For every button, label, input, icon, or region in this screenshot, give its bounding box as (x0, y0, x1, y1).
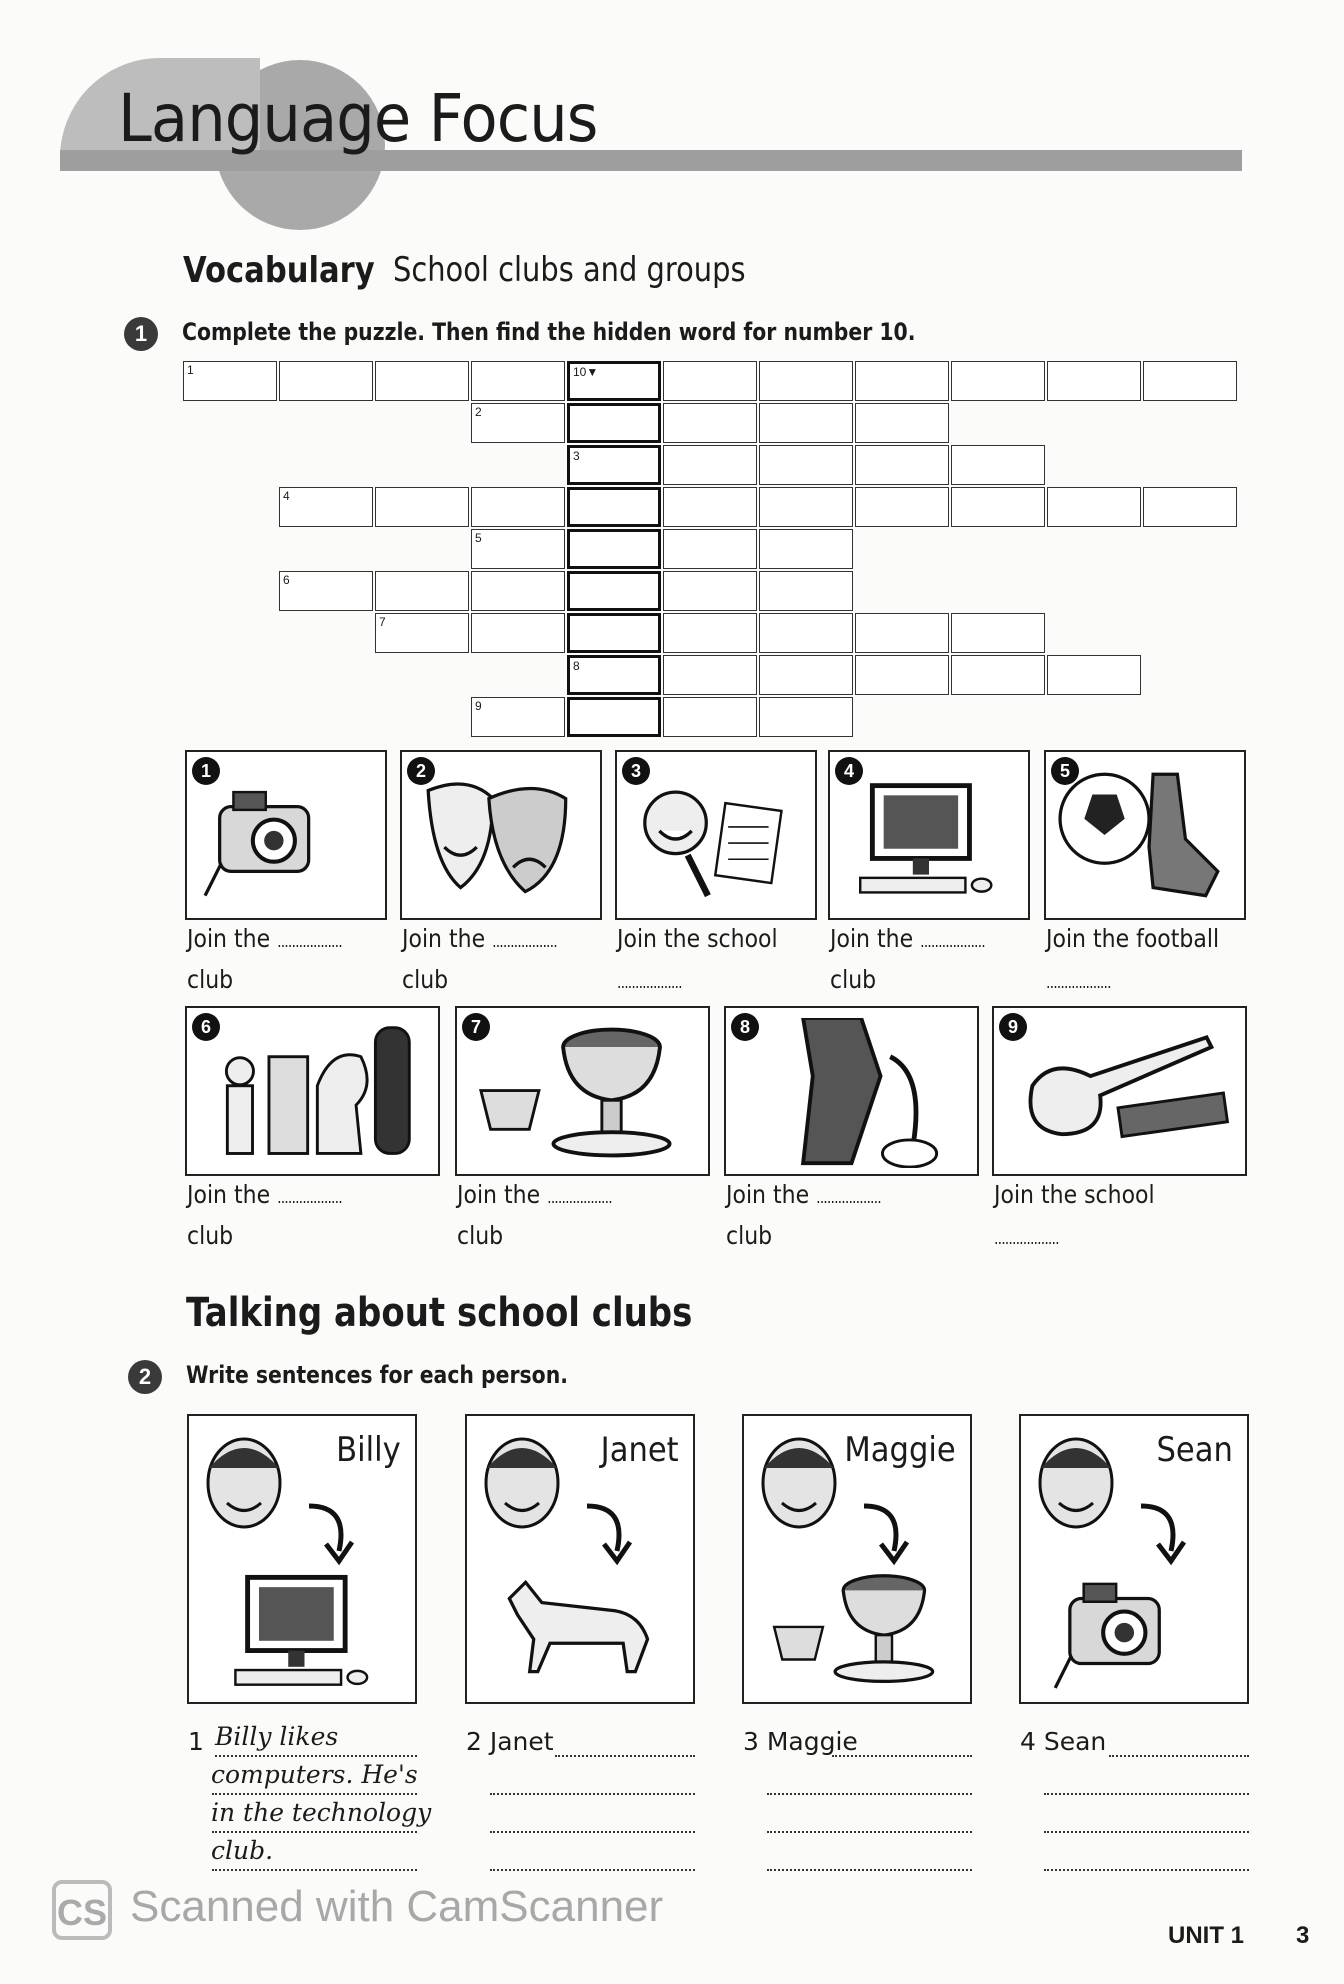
answer-line[interactable] (767, 1869, 972, 1871)
camscanner-logo: CS (52, 1880, 112, 1940)
handwritten-answer: computers. He's (211, 1760, 418, 1789)
picture-box (615, 750, 817, 920)
crossword-cell[interactable] (567, 403, 661, 443)
arrow-down-icon (859, 1496, 919, 1566)
answer-line[interactable] (832, 1755, 972, 1757)
crossword-cell[interactable] (663, 571, 757, 611)
person-name: Maggie (844, 1430, 956, 1470)
picture-box (185, 1006, 440, 1176)
picture-number: 1 (192, 757, 220, 785)
crossword-cell[interactable] (567, 571, 661, 611)
picture-number: 9 (999, 1013, 1027, 1041)
caption-line-2: club (457, 1221, 504, 1250)
caption-line-1: Join the football (1046, 924, 1220, 953)
unit-label: UNIT 1 (1168, 1922, 1245, 1949)
crossword-cell[interactable] (567, 697, 661, 737)
picture-box (400, 750, 602, 920)
person-name: Billy (336, 1430, 401, 1470)
picture-caption (617, 920, 778, 1002)
crossword-cell[interactable] (1047, 655, 1141, 695)
crossword-cell[interactable] (855, 361, 949, 401)
person-face-icon (197, 1428, 292, 1538)
pottery-icon (759, 1566, 960, 1692)
crossword-clue-number: 4 (283, 489, 290, 503)
answer-line[interactable] (212, 1869, 417, 1871)
sentence-prompt: 1 (188, 1727, 204, 1756)
person-name: Sean (1156, 1430, 1233, 1470)
crossword-cell[interactable] (471, 613, 565, 653)
picture-box (828, 750, 1030, 920)
caption-line-2[interactable]: .................. (1046, 973, 1111, 992)
person-panel (187, 1414, 417, 1704)
crossword-cell[interactable] (375, 571, 469, 611)
picture-box (1044, 750, 1246, 920)
caption-line-2: club (187, 1221, 234, 1250)
sentence-prompt: 3 Maggie (743, 1727, 858, 1756)
picture-caption (726, 1176, 881, 1255)
crossword-cell[interactable] (567, 529, 661, 569)
answer-line[interactable] (212, 1793, 417, 1795)
crossword-cell[interactable] (855, 655, 949, 695)
arrow-down-icon (304, 1496, 364, 1566)
crossword-cell[interactable] (855, 403, 949, 443)
caption-line-1: Join the (187, 924, 271, 953)
caption-line-1: Join the school (994, 1180, 1155, 1209)
answer-line[interactable] (490, 1831, 695, 1833)
crossword-cell[interactable] (855, 613, 949, 653)
crossword-cell[interactable] (183, 361, 277, 401)
crossword-cell[interactable] (759, 487, 853, 527)
crossword-cell[interactable] (567, 445, 661, 485)
answer-line[interactable] (490, 1869, 695, 1871)
handwritten-answer: club. (211, 1836, 274, 1865)
crossword-cell[interactable] (759, 613, 853, 653)
answer-line[interactable] (767, 1831, 972, 1833)
pottery-icon (467, 1018, 698, 1168)
crossword-cell[interactable] (663, 697, 757, 737)
crossword-cell[interactable] (567, 655, 661, 695)
crossword-cell[interactable] (759, 445, 853, 485)
picture-caption (187, 920, 342, 999)
person-panel (1019, 1414, 1249, 1704)
crossword-cell[interactable] (375, 487, 469, 527)
exercise-2-number: 2 (128, 1360, 162, 1394)
picture-number: 3 (622, 757, 650, 785)
crossword-clue-number: 8 (573, 659, 580, 673)
chess-icon (197, 1018, 428, 1168)
picture-caption (830, 920, 985, 999)
caption-blank[interactable]: .................. (920, 932, 985, 951)
crossword-clue-number: 1 (187, 363, 194, 377)
sentence-prompt: 4 Sean (1020, 1727, 1107, 1756)
picture-box (185, 750, 387, 920)
camscanner-watermark: Scanned with CamScanner (130, 1882, 664, 1931)
singer-icon (627, 762, 805, 912)
arrow-down-icon (1136, 1496, 1196, 1566)
answer-line[interactable] (212, 1831, 417, 1833)
caption-line-2: club (830, 965, 877, 994)
caption-blank[interactable]: .................. (277, 1188, 342, 1207)
picture-number: 5 (1051, 757, 1079, 785)
exercise-1-instruction: Complete the puzzle. Then find the hidden word for number 10. (182, 318, 916, 346)
page-title: Language Focus (118, 80, 598, 157)
vocabulary-heading: Vocabulary (183, 250, 375, 291)
crossword-cell[interactable] (663, 529, 757, 569)
instruments-icon (1004, 1018, 1235, 1168)
crossword-clue-number: 2 (475, 405, 482, 419)
crossword-cell[interactable] (567, 361, 661, 401)
crossword-clue-number: 5 (475, 531, 482, 545)
computer-icon (840, 762, 1018, 912)
crossword-cell[interactable] (759, 529, 853, 569)
crossword-cell[interactable] (567, 613, 661, 653)
picture-number: 7 (462, 1013, 490, 1041)
picture-number: 8 (731, 1013, 759, 1041)
crossword-cell[interactable] (471, 571, 565, 611)
crossword-cell[interactable] (663, 403, 757, 443)
picture-caption (994, 1176, 1155, 1258)
horse-icon (482, 1566, 683, 1692)
sentence-prompt: 2 Janet (466, 1727, 554, 1756)
answer-line[interactable] (215, 1755, 417, 1757)
crossword-cell[interactable] (759, 655, 853, 695)
crossword-cell[interactable] (855, 487, 949, 527)
crossword-clue-number: 3 (573, 449, 580, 463)
picture-box (724, 1006, 979, 1176)
crossword-cell[interactable] (663, 487, 757, 527)
person-panel (742, 1414, 972, 1704)
crossword-cell[interactable] (759, 361, 853, 401)
drama-masks-icon (412, 762, 590, 912)
crossword-cell[interactable] (951, 445, 1045, 485)
picture-caption (457, 1176, 612, 1255)
caption-line-1: Join the (726, 1180, 810, 1209)
crossword-clue-number: 6 (283, 573, 290, 587)
crossword-cell[interactable] (759, 697, 853, 737)
crossword-cell[interactable] (951, 361, 1045, 401)
caption-line-1: Join the (830, 924, 914, 953)
exercise-2-instruction: Write sentences for each person. (186, 1361, 568, 1389)
crossword-cell[interactable] (1143, 361, 1237, 401)
caption-line-1: Join the (457, 1180, 541, 1209)
crossword-cell[interactable] (471, 487, 565, 527)
person-panel (465, 1414, 695, 1704)
crossword-cell[interactable] (567, 487, 661, 527)
crossword-cell[interactable] (855, 445, 949, 485)
crossword-cell[interactable] (951, 487, 1045, 527)
crossword-cell[interactable] (471, 529, 565, 569)
vocabulary-subheading: School clubs and groups (393, 250, 746, 290)
crossword-cell[interactable] (471, 403, 565, 443)
answer-line[interactable] (555, 1755, 695, 1757)
person-face-icon (475, 1428, 570, 1538)
caption-blank[interactable]: .................. (492, 932, 557, 951)
picture-number: 6 (192, 1013, 220, 1041)
caption-blank[interactable]: .................. (547, 1188, 612, 1207)
climbing-icon (736, 1018, 967, 1168)
crossword-cell[interactable] (375, 613, 469, 653)
answer-line[interactable] (1044, 1869, 1249, 1871)
crossword-cell[interactable] (279, 571, 373, 611)
camera-icon (1036, 1566, 1237, 1692)
picture-caption (402, 920, 557, 999)
answer-line[interactable] (490, 1793, 695, 1795)
caption-line-1: Join the school (617, 924, 778, 953)
answer-line[interactable] (1109, 1755, 1249, 1757)
crossword-cell[interactable] (759, 403, 853, 443)
arrow-down-icon (582, 1496, 642, 1566)
person-name: Janet (600, 1430, 679, 1470)
crossword-cell[interactable] (1047, 361, 1141, 401)
picture-number: 4 (835, 757, 863, 785)
caption-line-2: club (726, 1221, 773, 1250)
crossword-cell[interactable] (663, 613, 757, 653)
crossword-cell[interactable] (279, 487, 373, 527)
crossword-cell[interactable] (471, 361, 565, 401)
picture-box (455, 1006, 710, 1176)
crossword-cell[interactable] (375, 361, 469, 401)
page-number: 3 (1296, 1922, 1310, 1949)
talking-heading: Talking about school clubs (186, 1290, 693, 1336)
picture-number: 2 (407, 757, 435, 785)
crossword-cell[interactable] (663, 655, 757, 695)
picture-box (992, 1006, 1247, 1176)
crossword-cell[interactable] (663, 361, 757, 401)
camera-icon (197, 762, 375, 912)
person-face-icon (1029, 1428, 1124, 1538)
crossword-cell[interactable] (759, 571, 853, 611)
picture-caption (187, 1176, 342, 1255)
caption-line-1: Join the (402, 924, 486, 953)
handwritten-answer: in the technology (211, 1798, 432, 1827)
caption-blank[interactable]: .................. (277, 932, 342, 951)
caption-line-2: club (187, 965, 234, 994)
crossword-cell[interactable] (1047, 487, 1141, 527)
caption-blank[interactable]: .................. (816, 1188, 881, 1207)
handwritten-answer: Billy likes (215, 1722, 339, 1751)
crossword-clue-number: 9 (475, 699, 482, 713)
football-icon (1056, 762, 1234, 912)
picture-caption (1046, 920, 1219, 1002)
answer-line[interactable] (767, 1793, 972, 1795)
caption-line-2[interactable]: .................. (617, 973, 682, 992)
crossword-cell[interactable] (663, 445, 757, 485)
crossword-hidden-word-label: 10▼ (573, 365, 599, 379)
crossword-clue-number: 7 (379, 615, 386, 629)
caption-line-1: Join the (187, 1180, 271, 1209)
crossword-cell[interactable] (1143, 487, 1237, 527)
answer-line[interactable] (1044, 1831, 1249, 1833)
person-face-icon (752, 1428, 847, 1538)
caption-line-2: club (402, 965, 449, 994)
exercise-1-number: 1 (124, 317, 158, 351)
answer-line[interactable] (1044, 1793, 1249, 1795)
computer-icon (204, 1566, 405, 1692)
crossword-cell[interactable] (951, 655, 1045, 695)
crossword-cell[interactable] (471, 697, 565, 737)
caption-line-2[interactable]: .................. (994, 1229, 1059, 1248)
crossword-cell[interactable] (279, 361, 373, 401)
crossword-cell[interactable] (951, 613, 1045, 653)
